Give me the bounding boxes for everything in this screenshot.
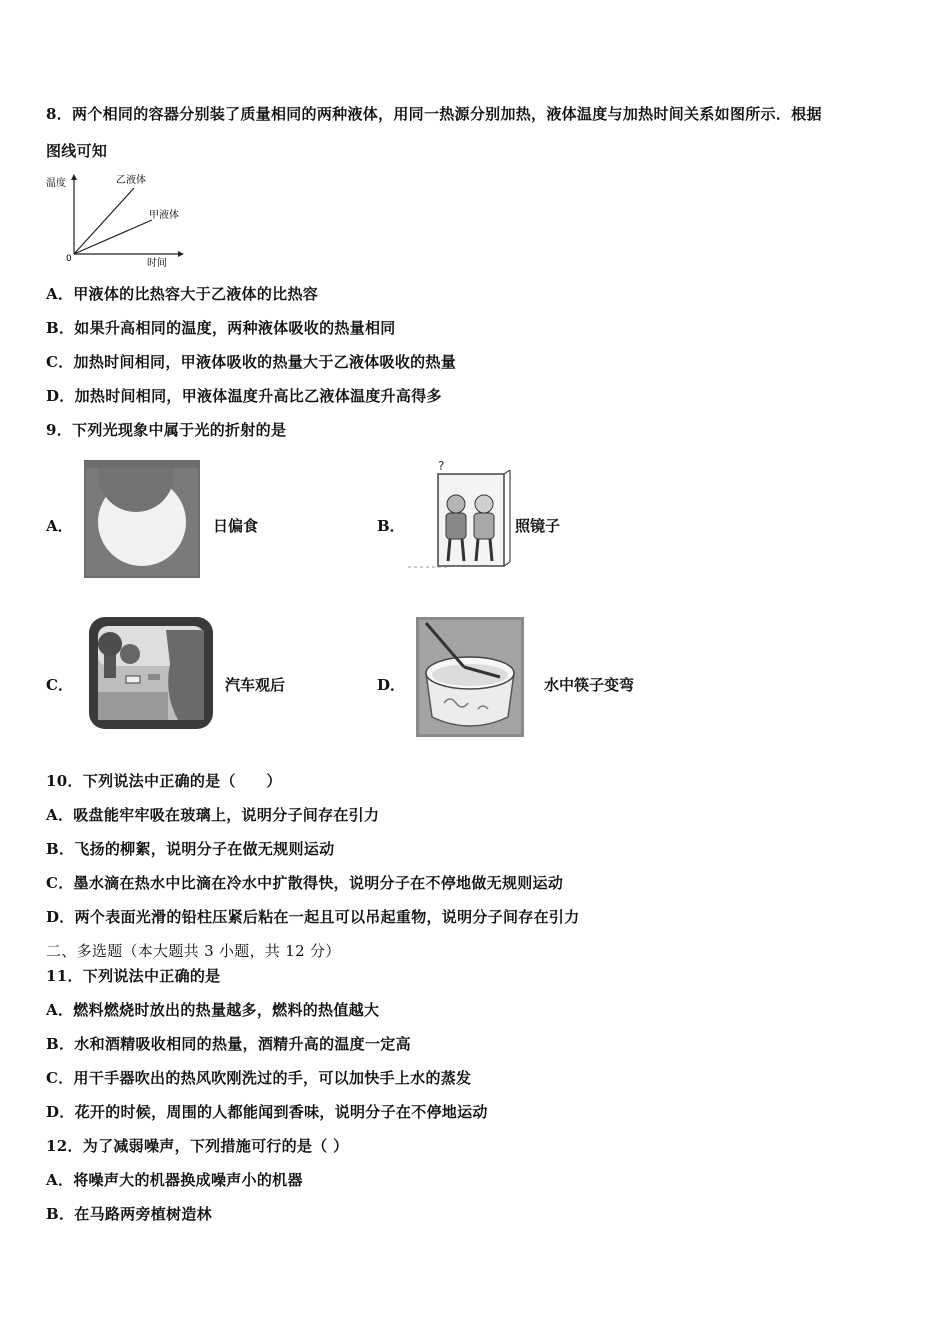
graph-line-b-label: 乙液体 <box>116 175 146 186</box>
q11-option-a: A．燃料燃烧时放出的热量越多，燃料的热值越大 <box>46 1001 380 1019</box>
q8-stem-line2: 图线可知 <box>46 142 108 160</box>
graph-origin: 0 <box>66 254 72 264</box>
q9-option-d-caption: 水中筷子变弯 <box>544 676 635 694</box>
q8-stem-line1: 8．两个相同的容器分别装了质量相同的两种液体，用同一热源分别加热，液体温度与加热时间关系如图所示．根据 <box>46 105 822 123</box>
q8-option-b: B．如果升高相同的温度，两种液体吸收的热量相同 <box>46 319 396 337</box>
q10-option-c: C．墨水滴在热水中比滴在冷水中扩散得快，说明分子在不停地做无规则运动 <box>46 874 564 892</box>
q10-option-b: B．飞扬的柳絮，说明分子在做无规则运动 <box>46 840 335 858</box>
q11-option-c: C．用干手器吹出的热风吹刚洗过的手，可以加快手上水的蒸发 <box>46 1069 472 1087</box>
graph-line-a-label: 甲液体 <box>149 210 179 221</box>
solar-eclipse-image <box>84 460 200 578</box>
q12-option-a: A．将噪声大的机器换成噪声小的机器 <box>46 1171 303 1189</box>
section-heading: 二、多选题（本大题共 3 小题，共 12 分） <box>46 942 341 960</box>
q9-option-b-letter: B． <box>377 517 405 535</box>
q8-option-c: C．加热时间相同，甲液体吸收的热量大于乙液体吸收的热量 <box>46 353 457 371</box>
q11-option-b: B．水和酒精吸收相同的热量，酒精升高的温度一定高 <box>46 1035 411 1053</box>
q11-stem: 11．下列说法中正确的是 <box>46 967 221 985</box>
rearview-mirror-image <box>86 614 216 732</box>
q9-option-c-letter: C． <box>46 676 73 694</box>
q9-option-c-caption: 汽车观后 <box>225 676 286 694</box>
q9-option-a-caption: 日偏食 <box>213 517 259 535</box>
q9-stem: 9．下列光现象中属于光的折射的是 <box>46 421 287 439</box>
svg-text:?: ? <box>438 459 445 473</box>
q11-option-d: D．花开的时候，周围的人都能闻到香味，说明分子在不停地运动 <box>46 1103 488 1121</box>
q10-stem: 10．下列说法中正确的是（ ） <box>46 772 282 790</box>
q10-option-a: A．吸盘能牢牢吸在玻璃上，说明分子间存在引力 <box>46 806 380 824</box>
mirror-image <box>408 456 512 571</box>
graph-x-label: 时间 <box>147 258 167 269</box>
line-b-liquid <box>74 188 134 254</box>
bent-chopstick-image <box>416 617 524 737</box>
line-a-liquid <box>74 220 152 254</box>
q9-option-d-letter: D． <box>377 676 406 694</box>
q10-option-d: D．两个表面光滑的铅柱压紧后粘在一起且可以吊起重物，说明分子间存在引力 <box>46 908 580 926</box>
graph-y-label: 温度 <box>46 178 66 189</box>
q12-option-b: B．在马路两旁植树造林 <box>46 1205 212 1223</box>
q9-option-a-letter: A． <box>46 517 73 535</box>
q8-graph <box>44 170 189 270</box>
q8-option-d: D．加热时间相同，甲液体温度升高比乙液体温度升高得多 <box>46 387 442 405</box>
q8-option-a: A．甲液体的比热容大于乙液体的比热容 <box>46 285 319 303</box>
q9-option-b-caption: 照镜子 <box>515 517 561 535</box>
q12-stem: 12．为了减弱噪声，下列措施可行的是（ ） <box>46 1137 349 1155</box>
